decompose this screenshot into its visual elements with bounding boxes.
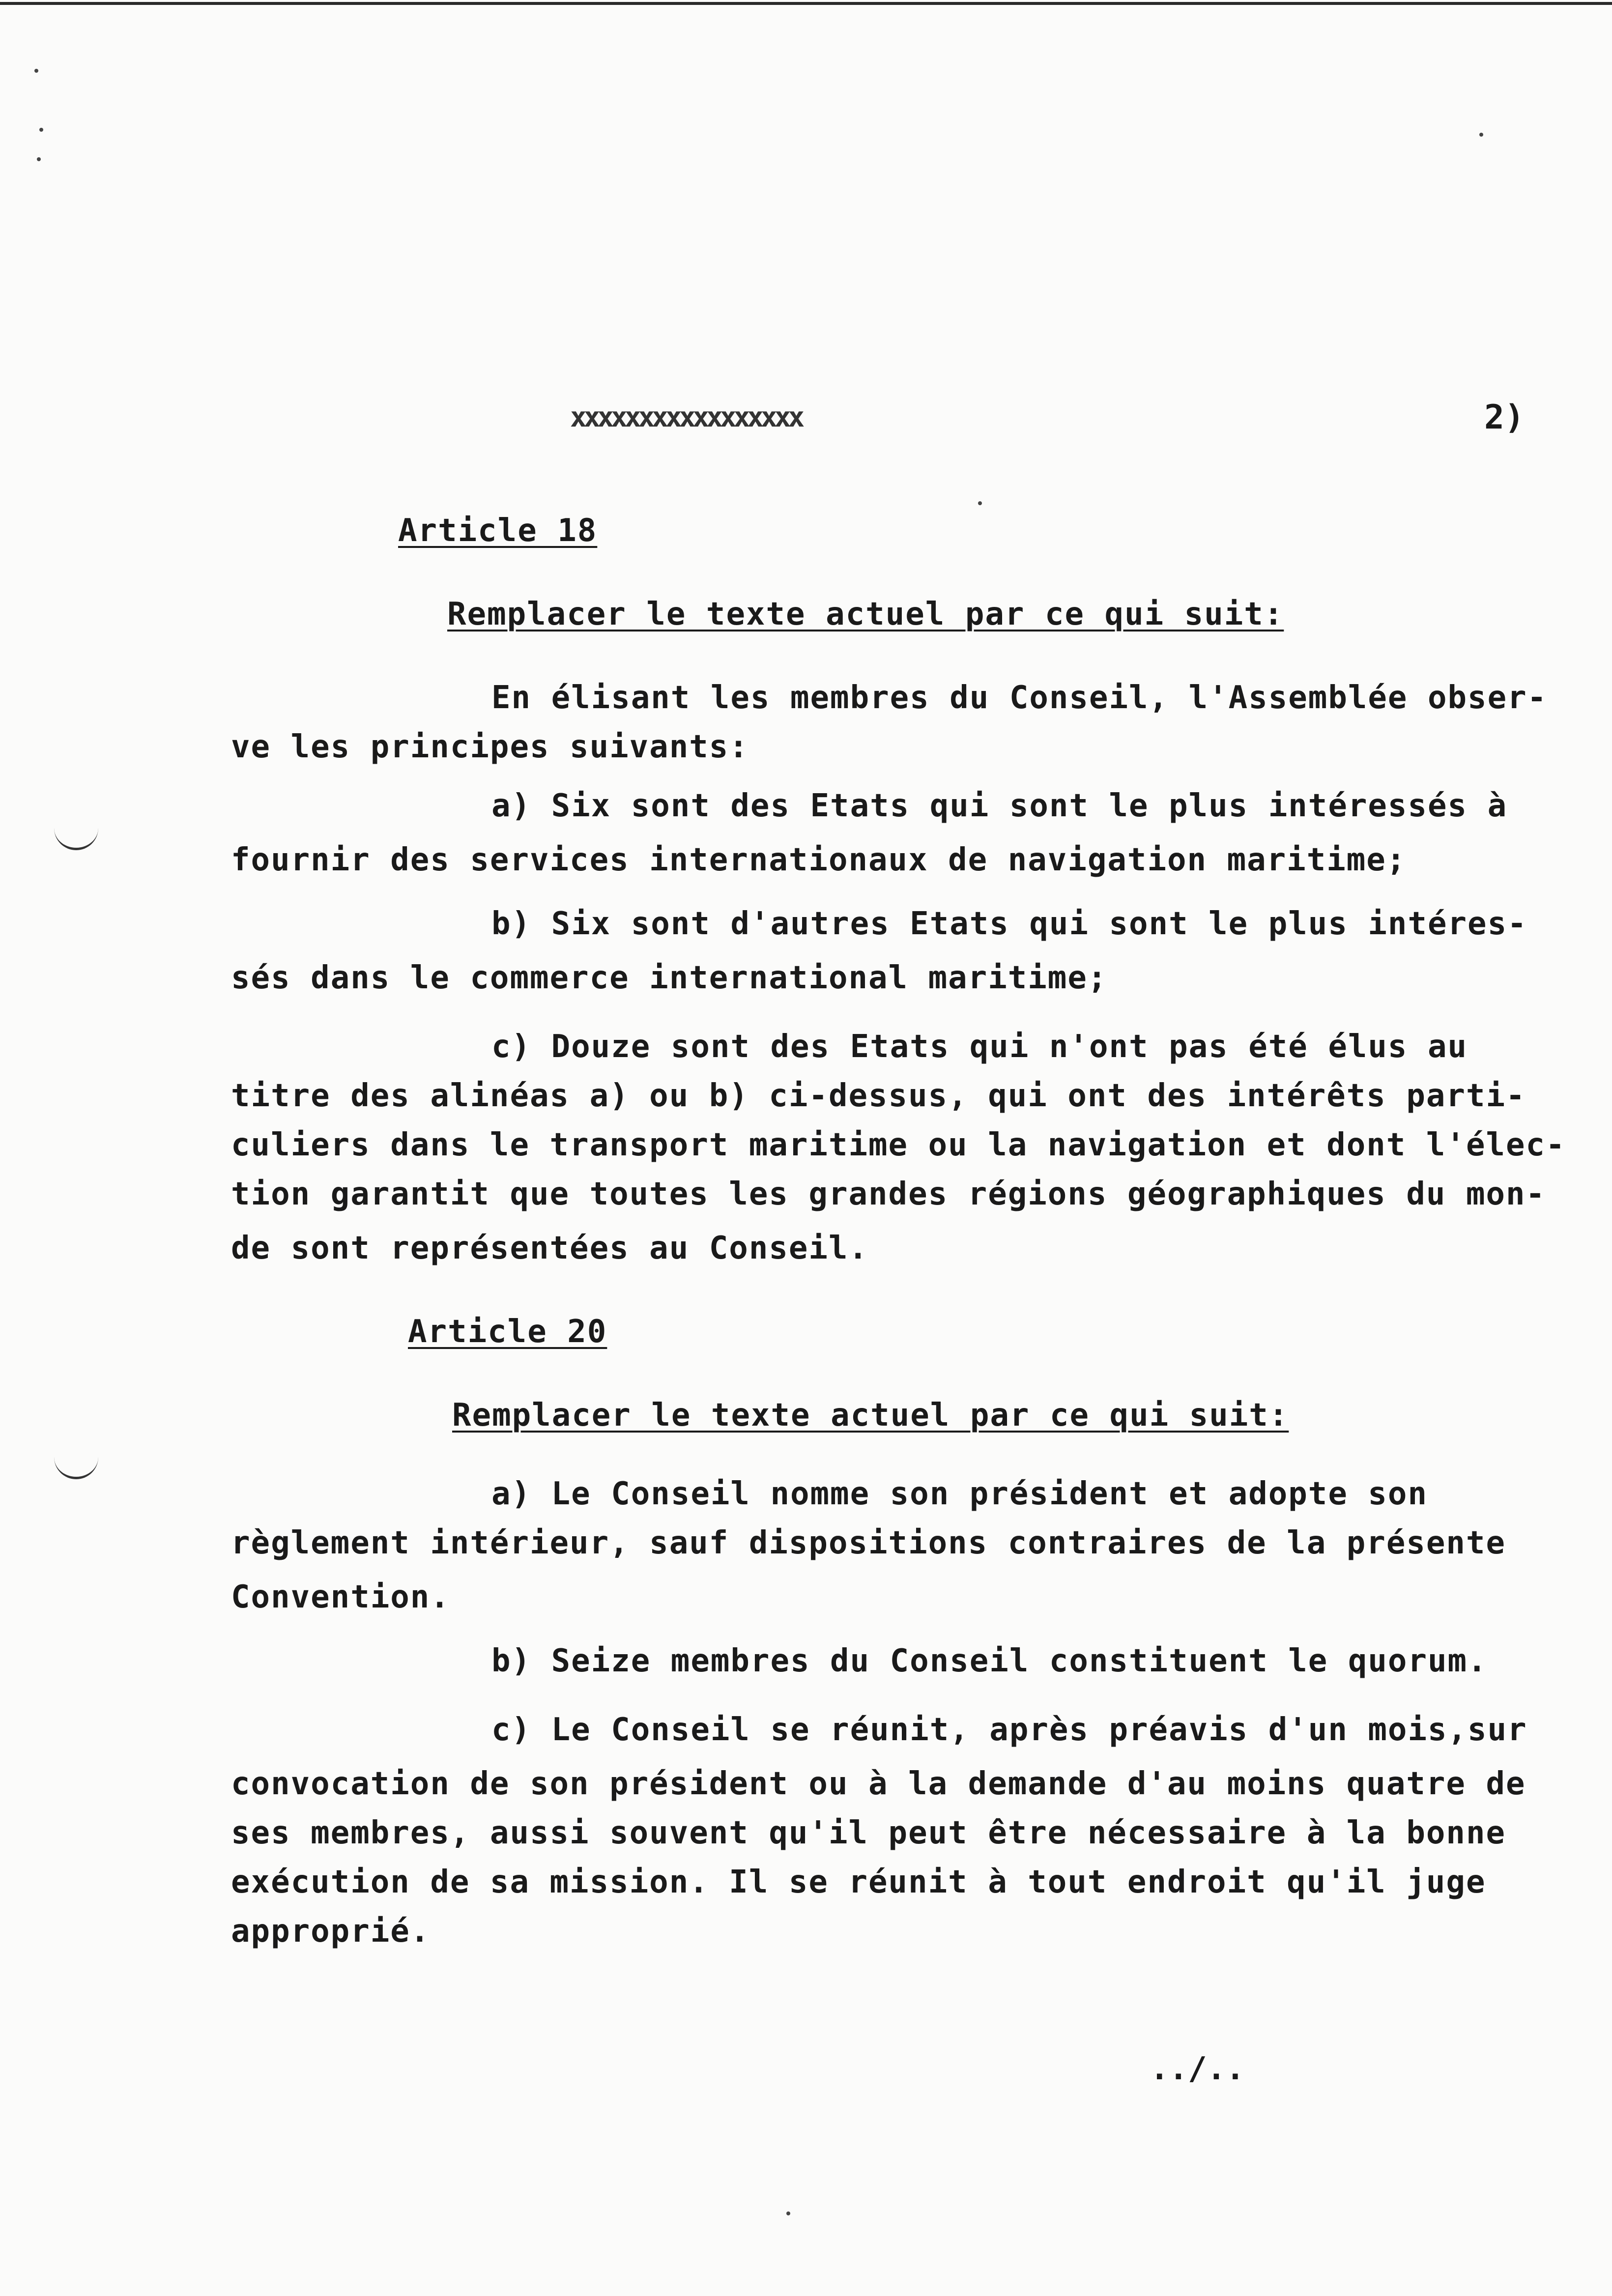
article-19-line: c) Douze sont des Etats qui n'ont pas été élus au [491, 1029, 1468, 1065]
article-20-line: b) Seize membres du Conseil constituent le quorum. [491, 1643, 1488, 1679]
punch-hole-mark [54, 1455, 98, 1479]
article-19-heading: Article 18 [398, 513, 598, 549]
article-20-line: exécution de sa mission. Il se réunit à tout endroit qu'il juge [231, 1864, 1486, 1900]
header-strikeout-marks: xxxxxxxxxxxxxxxxx [570, 402, 802, 433]
punch-hole-mark [54, 826, 98, 850]
article-19-line: tion garantit que toutes les grandes régions géographiques du mon- [231, 1176, 1546, 1212]
article-20-line: approprié. [231, 1913, 431, 1950]
article-20-line: Convention. [231, 1579, 450, 1615]
article-20-line: convocation de son président ou à la demande d'au moins quatre de [231, 1766, 1526, 1802]
scan-speck [34, 69, 38, 73]
continuation-marker: ../.. [1150, 2051, 1245, 2087]
article-20-intro: Remplacer le texte actuel par ce qui suit: [452, 1397, 1289, 1434]
article-19-line: ve les principes suivants: [231, 729, 749, 765]
scan-speck [37, 157, 41, 161]
top-border [0, 2, 1612, 5]
scan-speck [1479, 133, 1483, 137]
article-20-line: a) Le Conseil nomme son président et adopte son [491, 1476, 1428, 1512]
scan-speck [39, 128, 43, 132]
page-number: 2) [1484, 398, 1525, 437]
article-19-intro: Remplacer le texte actuel par ce qui suit: [447, 596, 1284, 632]
article-19-line: culiers dans le transport maritime ou la navigation et dont l'élec- [231, 1127, 1566, 1163]
article-20-line: ses membres, aussi souvent qu'il peut être nécessaire à la bonne [231, 1815, 1506, 1851]
article-19-line: de sont représentées au Conseil. [231, 1230, 868, 1266]
scan-speck [786, 2211, 790, 2215]
article-20-line: c) Le Conseil se réunit, après préavis d'un mois,sur [491, 1712, 1527, 1748]
article-20-line: règlement intérieur, sauf dispositions contraires de la présente [231, 1525, 1506, 1561]
scan-speck [978, 501, 982, 505]
article-19-line: sés dans le commerce international maritime; [231, 960, 1108, 996]
article-19-line: b) Six sont d'autres Etats qui sont le plus intéres- [491, 906, 1527, 942]
article-19-line: En élisant les membres du Conseil, l'Assemblée obser- [491, 680, 1548, 716]
article-19-line: fournir des services internationaux de navigation maritime; [231, 842, 1407, 878]
article-19-line: titre des alinéas a) ou b) ci-dessus, qui ont des intérêts parti- [231, 1078, 1526, 1114]
article-20-heading: Article 20 [408, 1314, 607, 1350]
article-19-line: a) Six sont des Etats qui sont le plus intéressés à [491, 788, 1508, 824]
